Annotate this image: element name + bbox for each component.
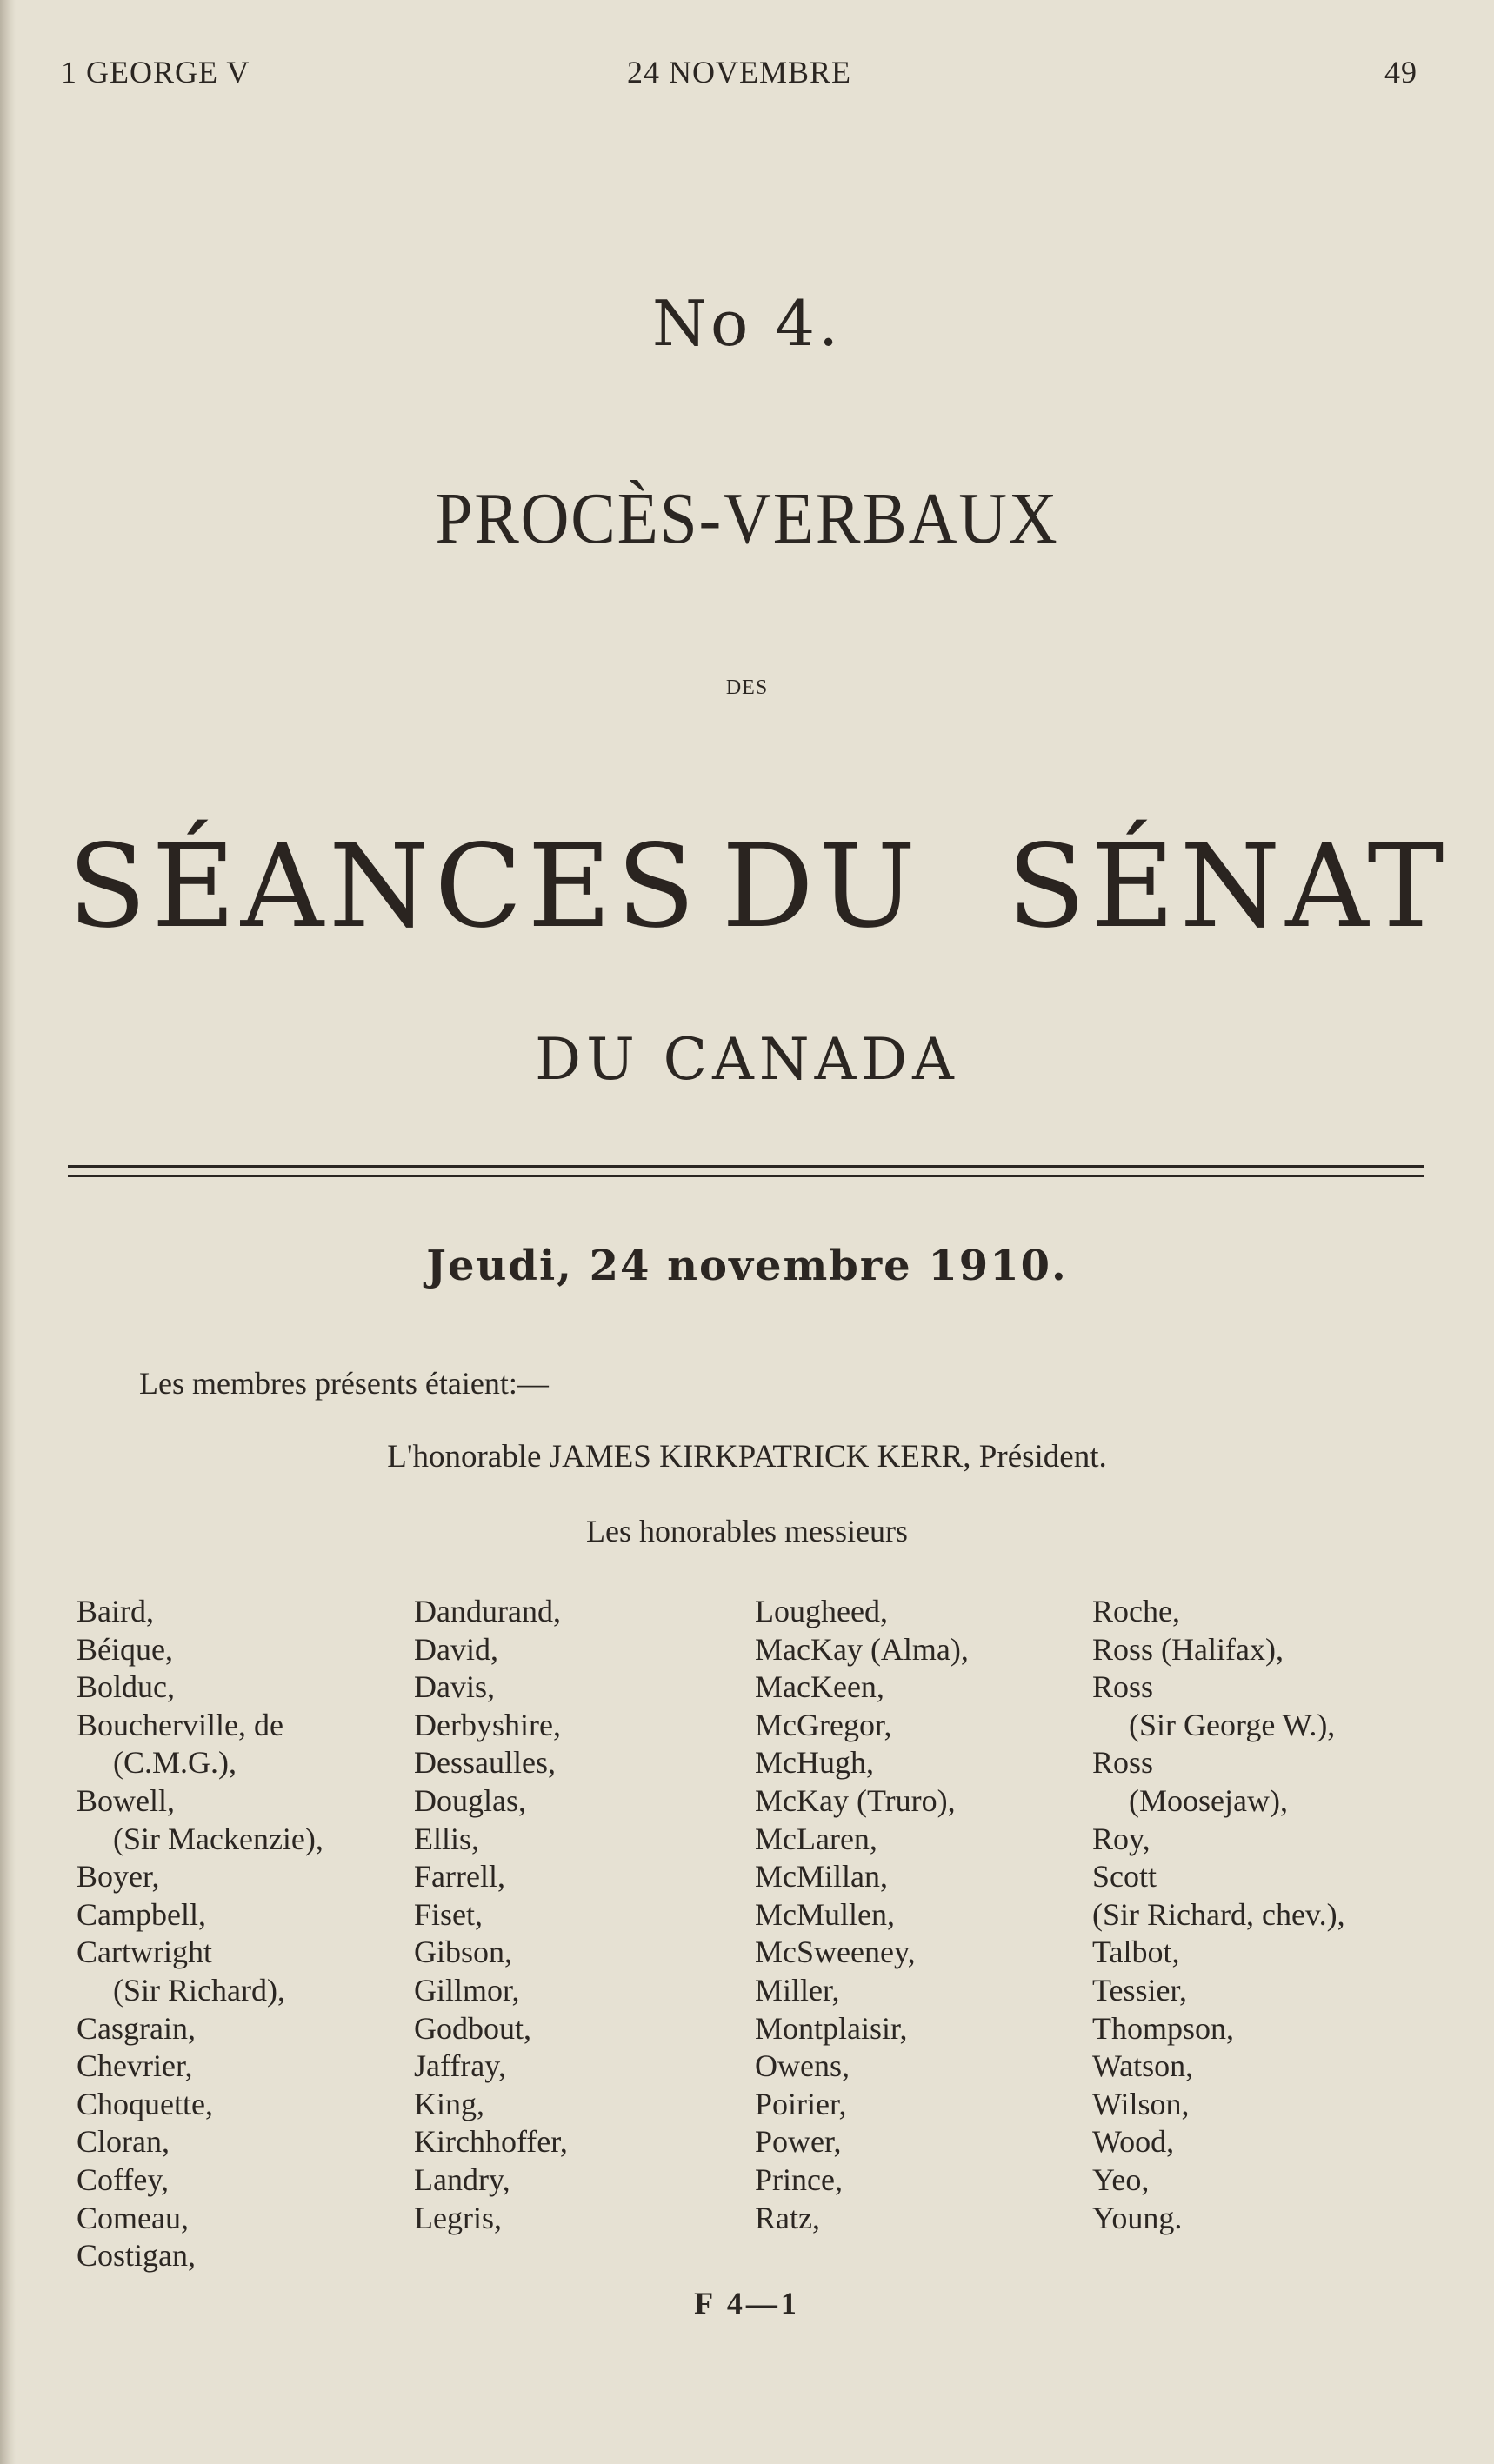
member-name: Yeo, bbox=[1092, 2161, 1150, 2197]
members-column-1 bbox=[77, 1593, 323, 2275]
session-date: Jeudi, 24 novembre 1910. bbox=[426, 1242, 1068, 1290]
member-name: MacKay (Alma), bbox=[755, 1631, 969, 1667]
title-word-du: DU bbox=[722, 820, 922, 954]
member-name: Owens, bbox=[755, 2048, 850, 2084]
member-name: Kirchhoffer, bbox=[414, 2124, 568, 2160]
members-column-4 bbox=[1092, 1593, 1345, 2237]
member-name: McHugh, bbox=[755, 1745, 874, 1781]
member-name: McLaren, bbox=[755, 1821, 877, 1856]
member-name: Landry, bbox=[414, 2161, 510, 2197]
member-name: Roy, bbox=[1092, 1821, 1151, 1856]
title-word-senat: SÉNAT bbox=[1007, 820, 1450, 954]
member-name: Jaffray, bbox=[414, 2048, 506, 2084]
member-name: Ellis, bbox=[414, 1821, 480, 1856]
member-name: Ratz, bbox=[755, 2200, 820, 2235]
des-label: DES bbox=[725, 676, 769, 699]
member-name-continuation: (Sir Richard), bbox=[113, 1972, 285, 2008]
member-name: Casgrain, bbox=[77, 2010, 196, 2046]
member-name: Boyer, bbox=[77, 1859, 160, 1895]
member-name: Ross bbox=[1092, 1745, 1154, 1781]
member-name: Baird, bbox=[77, 1594, 154, 1628]
member-name: McKay (Truro), bbox=[755, 1782, 956, 1818]
member-name: Fiset, bbox=[414, 1896, 484, 1932]
honorables-line: Les honorables messieurs bbox=[586, 1514, 908, 1548]
member-name: Montplaisir, bbox=[755, 2010, 908, 2046]
member-name: Gillmor, bbox=[414, 1972, 520, 2008]
member-name: Campbell, bbox=[77, 1896, 206, 1932]
member-name: Boucherville, de bbox=[77, 1707, 283, 1742]
member-name: Davis, bbox=[414, 1669, 495, 1705]
member-name: Costigan, bbox=[77, 2238, 197, 2274]
member-name: Comeau, bbox=[77, 2200, 189, 2235]
member-name: Ross (Halifax), bbox=[1092, 1631, 1284, 1667]
member-name: Legris, bbox=[414, 2200, 502, 2235]
member-name: Wilson, bbox=[1092, 2086, 1190, 2121]
member-name: Miller, bbox=[755, 1972, 840, 2008]
member-name: Scott bbox=[1092, 1859, 1157, 1895]
member-name-continuation: (Moosejaw), bbox=[1129, 1782, 1288, 1818]
member-name: Coffey, bbox=[77, 2161, 169, 2197]
member-name: Dandurand, bbox=[414, 1594, 561, 1628]
president-line: L'honorable JAMES KIRKPATRICK KERR, Président. bbox=[387, 1439, 1107, 1475]
member-name: Thompson, bbox=[1092, 2010, 1235, 2046]
member-name: Douglas, bbox=[414, 1782, 526, 1818]
double-rule-bottom bbox=[68, 1175, 1424, 1177]
member-name: Ross bbox=[1092, 1669, 1154, 1705]
member-name: Tessier, bbox=[1092, 1972, 1188, 2008]
member-name: Béique, bbox=[77, 1631, 173, 1667]
title-word-seances: SÉANCES bbox=[68, 820, 701, 954]
member-name-continuation: (Sir Richard, chev.), bbox=[1092, 1896, 1345, 1932]
member-name: Godbout, bbox=[414, 2010, 531, 2046]
page-number: 49 bbox=[1384, 55, 1417, 90]
members-column-3 bbox=[755, 1593, 969, 2237]
member-name-continuation: (C.M.G.), bbox=[113, 1745, 237, 1781]
member-name: Dessaulles, bbox=[414, 1745, 556, 1781]
member-name: David, bbox=[414, 1631, 498, 1667]
member-name: Bowell, bbox=[77, 1782, 175, 1818]
proces-verbaux-title: PROCÈS-VERBAUX bbox=[435, 478, 1059, 559]
member-name: Wood, bbox=[1092, 2124, 1175, 2160]
member-name: Derbyshire, bbox=[414, 1707, 561, 1742]
regnal-year: 1 GEORGE V bbox=[61, 55, 250, 90]
member-name-continuation: (Sir George W.), bbox=[1129, 1707, 1336, 1742]
du-canada-title: DU CANADA bbox=[535, 1026, 959, 1093]
printer-signature-mark: F 4—1 bbox=[694, 2286, 800, 2321]
member-name: Lougheed, bbox=[755, 1594, 888, 1628]
page-edge bbox=[0, 0, 16, 2464]
member-name: Chevrier, bbox=[77, 2048, 193, 2084]
member-name: Watson, bbox=[1092, 2048, 1194, 2084]
member-name: Young. bbox=[1092, 2200, 1183, 2235]
member-name: Roche, bbox=[1092, 1594, 1180, 1628]
member-name: Cartwright bbox=[77, 1935, 212, 1970]
member-name: McSweeney, bbox=[755, 1935, 916, 1970]
running-date: 24 NOVEMBRE bbox=[626, 55, 851, 90]
member-name: Cloran, bbox=[77, 2124, 170, 2160]
members-column-2 bbox=[414, 1593, 568, 2237]
member-name: Bolduc, bbox=[77, 1669, 175, 1705]
members-intro: Les membres présents étaient:— bbox=[139, 1366, 549, 1401]
member-name: Farrell, bbox=[414, 1859, 505, 1895]
double-rule-top bbox=[68, 1165, 1424, 1168]
seances-du-senat-title bbox=[68, 820, 1450, 954]
running-head bbox=[61, 54, 1417, 97]
member-name: Poirier, bbox=[755, 2086, 847, 2121]
member-name: McMullen, bbox=[755, 1896, 895, 1932]
member-name: Power, bbox=[755, 2124, 842, 2160]
member-name: Choquette, bbox=[77, 2086, 213, 2121]
member-name: McMillan, bbox=[755, 1859, 888, 1895]
member-name-continuation: (Sir Mackenzie), bbox=[113, 1821, 323, 1856]
member-name: Talbot, bbox=[1092, 1935, 1180, 1970]
member-name: Gibson, bbox=[414, 1935, 513, 1970]
member-name: Prince, bbox=[755, 2161, 843, 2197]
issue-number: No 4. bbox=[652, 287, 842, 360]
member-name: King, bbox=[414, 2086, 484, 2121]
member-name: McGregor, bbox=[755, 1707, 892, 1742]
member-name: MacKeen, bbox=[755, 1669, 884, 1705]
